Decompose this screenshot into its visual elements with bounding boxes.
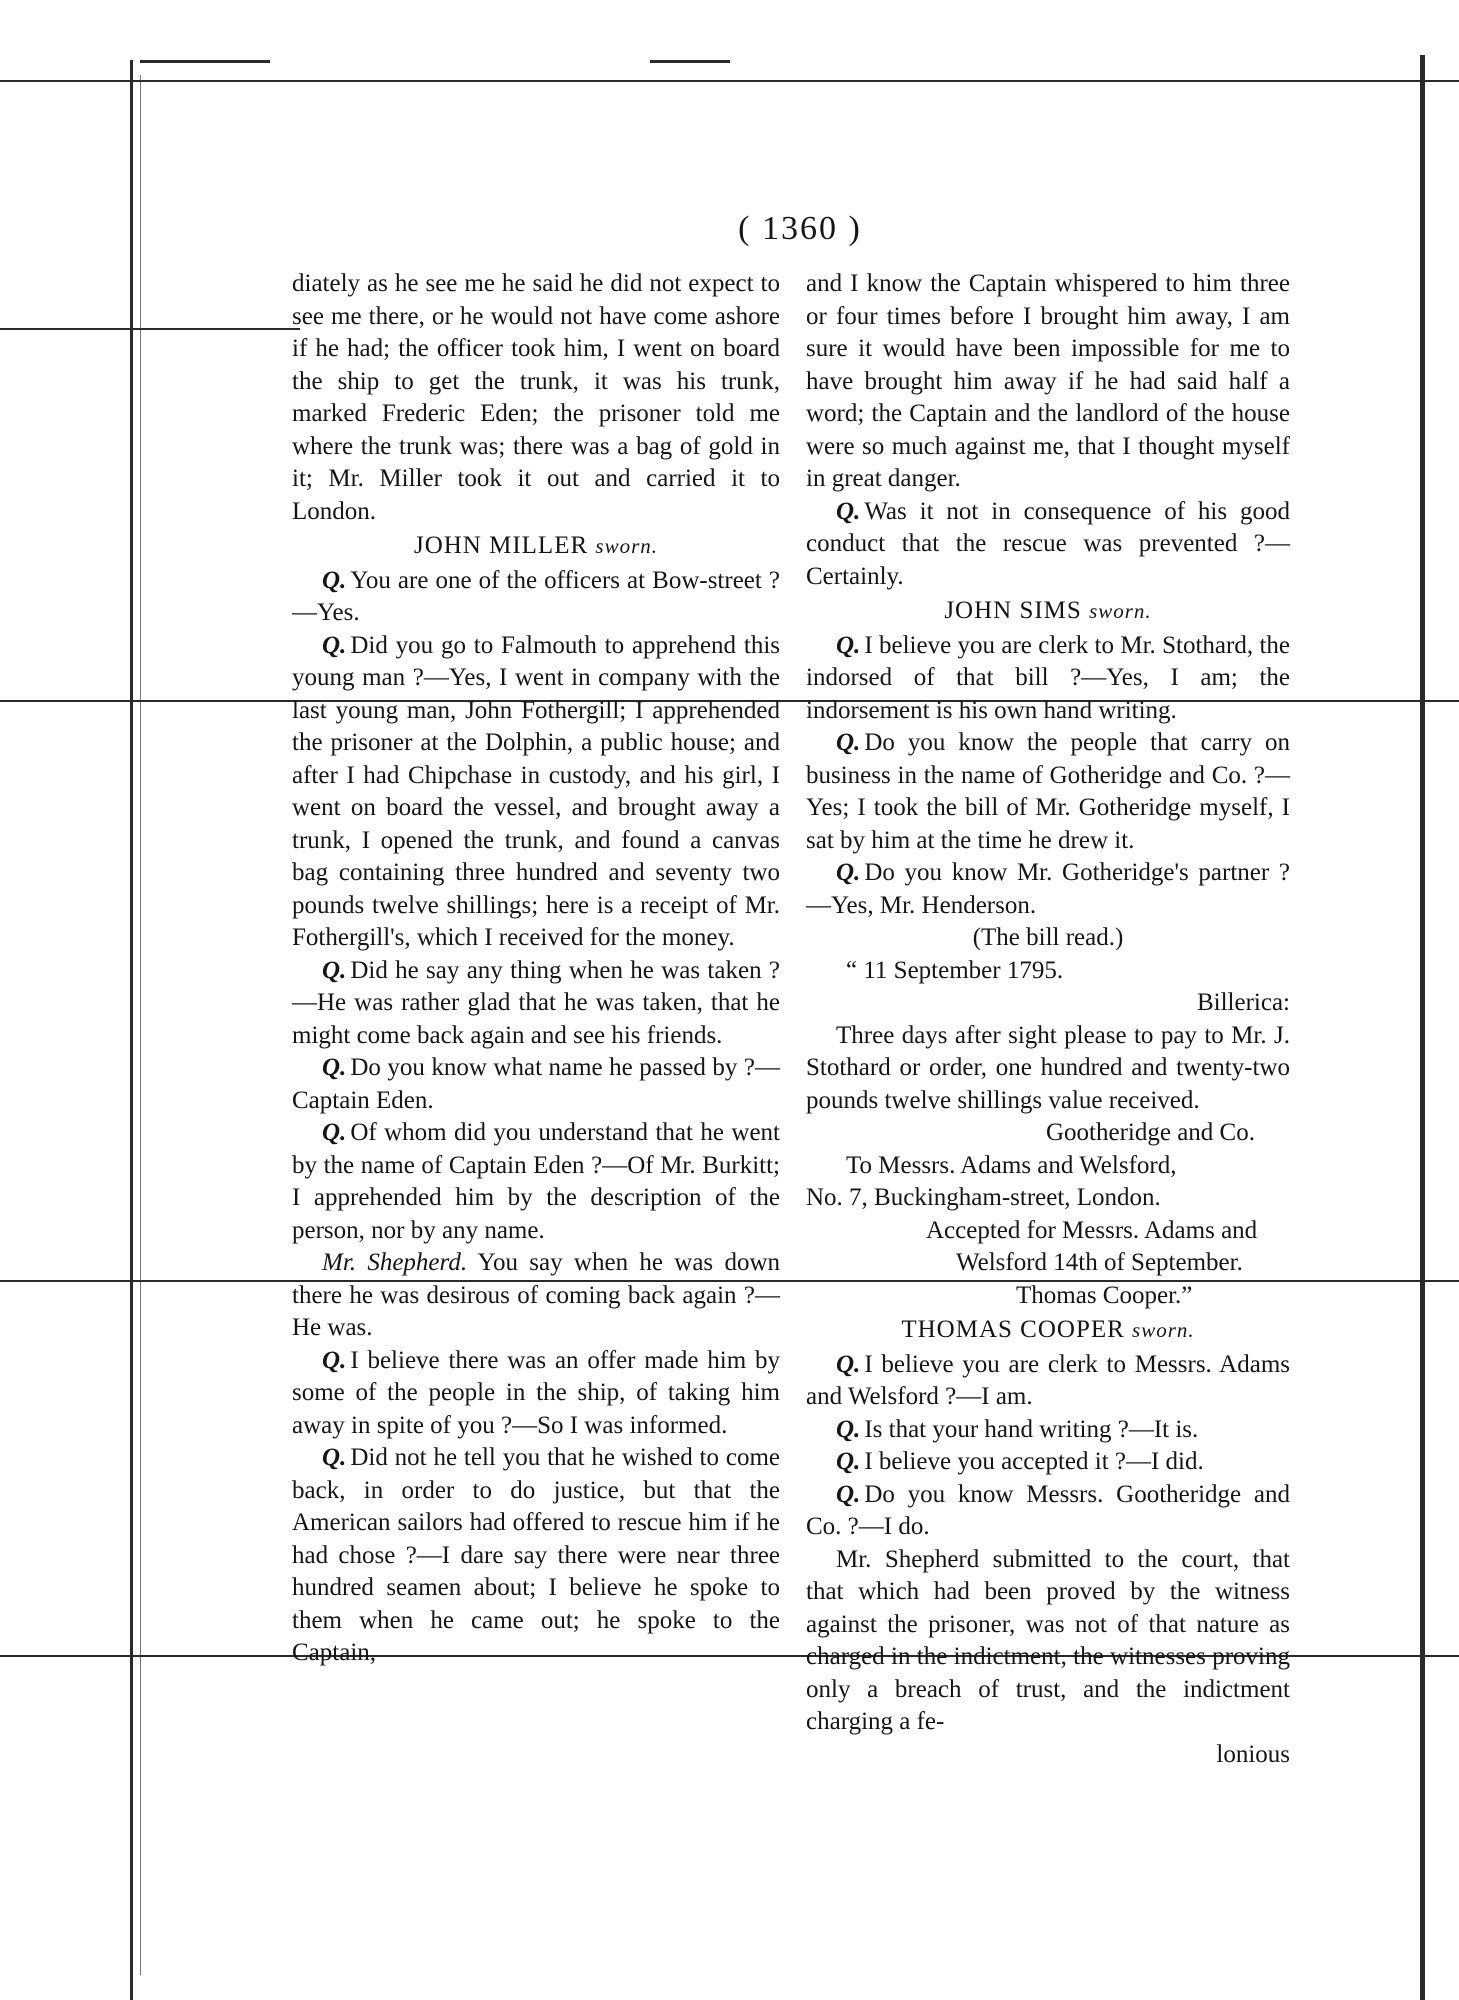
witness-heading-thomas-cooper: THOMAS COOPER sworn. (901, 1316, 1195, 1343)
left-shepherd-question: Mr. Shepherd. You say when he was down there he was desirous of coming back again ?—He was. (292, 1249, 780, 1341)
left-column (292, 268, 780, 1670)
bill-text: Three days after sight please to pay to Mr. J. Stothard or order, one hundred and twenty-two pounds twelve shillings value received. (806, 1021, 1290, 1114)
right-question-1: Q. Was it not in consequence of his good conduct that the rescue was prevented ?—Certainly. (806, 497, 1290, 590)
right-question-8: Q. Do you know Messrs. Gootheridge and Co. ?—I do. (806, 1480, 1290, 1540)
bill-acceptance-1: Accepted for Messrs. Adams and (926, 1216, 1258, 1244)
right-question-4: Q. Do you know Mr. Gotheridge's partner ?—Yes, Mr. Henderson. (806, 859, 1290, 919)
right-question-3: Q. Do you know the people that carry on business in the name of Gotheridge and Co. ?—Yes; I took the bill of Mr. Gotheridge myself, I sat by him at the time he drew it. (806, 729, 1290, 854)
right-shepherd-submission: Mr. Shepherd submitted to the court, that that which had been proved by the witness against the prisoner, was not of that nature as charged in the indictment, the witnesses proving only a breach of trust, and the indictment charging a fe- (806, 1545, 1290, 1735)
right-question-2: Q. I believe you are clerk to Mr. Stothard, the indorsed of that bill ?—Yes, I am; the indorsement is his own hand writing. (806, 631, 1290, 724)
bill-signature: Gootheridge and Co. (1046, 1119, 1255, 1146)
right-question-5: Q. I believe you are clerk to Messrs. Adams and Welsford ?—I am. (806, 1350, 1290, 1410)
scan-margin-line-left-inner (140, 75, 141, 1975)
bill-place: Billerica: (1196, 989, 1290, 1016)
right-column (806, 268, 1290, 1771)
right-question-7: Q. I believe you accepted it ?—I did. (836, 1448, 1204, 1475)
scan-rule-1 (0, 328, 300, 330)
catchword: lonious (1216, 1740, 1290, 1768)
bill-addressee-2: No. 7, Buckingham-street, London. (806, 1184, 1161, 1211)
right-question-6: Q. Is that your hand writing ?—It is. (836, 1415, 1199, 1443)
left-question-4: Q. Do you know what name he passed by ?—Captain Eden. (292, 1054, 780, 1114)
scan-margin-line-right (1420, 55, 1425, 2000)
left-question-7: Q. Did not he tell you that he wished to come back, in order to do justice, but that the American sailors had offered to rescue him if he had chose ?—I dare say there were near three hundred seamen about; I believe he spoke to them when he came out; he spoke to the Captain, (292, 1444, 780, 1666)
left-question-6: Q. I believe there was an offer made him by some of the people in the ship, of taking him away in spite of you ?—So I was informed. (292, 1346, 780, 1439)
left-question-3: Q. Did he say any thing when he was taken ?—He was rather glad that he was taken, that he might come back again and see his friends. (292, 956, 780, 1049)
scan-margin-line-left (130, 60, 133, 2000)
left-question-1: Q. You are one of the officers at Bow-street ?—Yes. (292, 566, 780, 626)
bill-addressee-1: To Messrs. Adams and Welsford, (846, 1151, 1177, 1179)
left-paragraph-1: diately as he see me he said he did not expect to see me there, or he would not have come ashore if he had; the officer took him, I went on board the ship to get the trunk, it was his trunk, marked Frederic Eden; the prisoner told me where the trunk was; there was a bag of gold in it; Mr. Miller took it out and carried it to London. (292, 270, 780, 525)
right-paragraph-1: and I know the Captain whispered to him three or four times before I brought him away, I am sure it would have been impossible for me to have brought him away if he had said half a word; the Captain and the landlord of the house were so much against me, that I thought myself in great danger. (806, 270, 1290, 492)
scan-rule-top (0, 80, 1459, 82)
bill-date: “ 11 September 1795. (846, 956, 1064, 984)
left-question-5: Q. Of whom did you understand that he went by the name of Captain Eden ?—Of Mr. Burkitt; I apprehended him by the description of the person, nor by any name. (292, 1119, 780, 1244)
bill-read-note: (The bill read.) (972, 924, 1124, 951)
scan-rule-top-stub2 (650, 60, 730, 63)
bill-acceptance-signature: Thomas Cooper.” (1016, 1281, 1193, 1309)
witness-heading-john-miller: JOHN MILLER sworn. (413, 532, 659, 559)
scan-rule-top-stub (140, 60, 270, 63)
bill-acceptance-2: Welsford 14th of September. (956, 1249, 1243, 1276)
page-number: ( 1360 ) (738, 210, 862, 247)
witness-heading-john-sims: JOHN SIMS sworn. (944, 597, 1152, 624)
left-question-2: Q. Did you go to Falmouth to apprehend this young man ?—Yes, I went in company with the last young man, John Fothergill; I apprehended the prisoner at the Dolphin, a public house; and after I had Chipchase in custody, and his girl, I went on board the vessel, and brought away a trunk, I opened the trunk, and found a canvas bag containing three hundred and seventy two pounds twelve shillings; here is a receipt of Mr. Fothergill's, which I received for the money. (292, 631, 780, 951)
